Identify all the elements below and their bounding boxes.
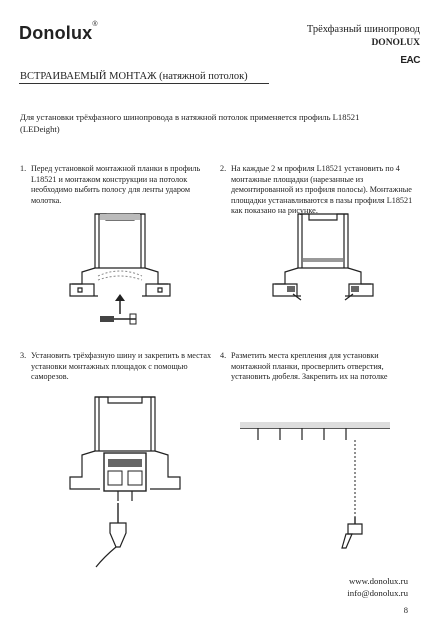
step-line: Перед установкой монтажной планки в профиль	[31, 164, 201, 173]
step-line: Разметить места крепления для установки	[231, 351, 379, 360]
footer-website[interactable]: www.donolux.ru	[348, 576, 408, 586]
logo-text: Donolux	[19, 23, 93, 43]
step-line: На каждые 2 м профиля L18521 установить по 4	[231, 164, 400, 173]
step-4	[220, 351, 425, 391]
step-line: установки монтажных площадок с помощью	[31, 361, 188, 371]
step-line: саморезов.	[31, 372, 69, 382]
step-line: установить дюбеля. Закрепить их на потолке	[231, 372, 388, 382]
figure-track-screwed	[60, 393, 190, 573]
screwdriver-icon	[96, 503, 126, 567]
figure-ceiling-dowels	[240, 412, 390, 562]
figure-profile-mounting-pads	[263, 210, 383, 310]
brand-name: DONOLUX	[371, 38, 420, 48]
intro-line: Для установки трёхфазного шинопровода в натяжной потолок применяется профиль L18521	[20, 112, 360, 122]
page-number: 8	[403, 605, 408, 615]
step-line: необходимо выбить полосу для ленты ударом	[31, 185, 191, 195]
intro-paragraph	[20, 112, 410, 135]
step-line: монтажной планки, просверлить отверстия,	[231, 361, 384, 371]
step-number: 2.	[220, 164, 227, 173]
step-3	[20, 351, 220, 391]
intro-line: (LEDeight)	[20, 123, 60, 134]
step-number: 4.	[220, 351, 227, 360]
registered-mark: ®	[92, 21, 98, 28]
document-title: Трёхфазный шинопровод	[306, 24, 420, 35]
figure-profile-knockout	[60, 210, 180, 330]
step-text	[31, 164, 200, 206]
brand-logo	[19, 23, 98, 44]
step-1	[20, 164, 220, 214]
step-line: площадки устанавливаются в пазы профиля L18521	[231, 195, 413, 205]
step-number: 3.	[20, 351, 27, 360]
footer-email[interactable]: info@donolux.ru	[347, 588, 408, 598]
step-line: демонтированной из профиля полосы). Монтажные	[231, 185, 412, 195]
drill-icon	[342, 517, 362, 548]
step-text	[31, 351, 211, 383]
step-line: Установить трёхфазную шину и закрепить в местах	[31, 351, 212, 360]
arrow-up-icon	[115, 294, 125, 314]
step-line: L18521 и монтажом конструкции на потолок	[31, 174, 188, 184]
hammer-icon	[100, 314, 136, 324]
eac-certification-mark: EAC	[400, 55, 420, 66]
section-title-underline	[19, 83, 269, 84]
step-number: 1.	[20, 164, 27, 173]
step-line: как показано на рисунке.	[231, 206, 318, 216]
step-text	[231, 351, 388, 383]
step-line: молотка.	[31, 195, 62, 205]
step-line: монтажные площадки (нарезанные из	[231, 174, 364, 184]
section-title: ВСТРАИВАЕМЫЙ МОНТАЖ (натяжной потолок)	[20, 71, 248, 82]
